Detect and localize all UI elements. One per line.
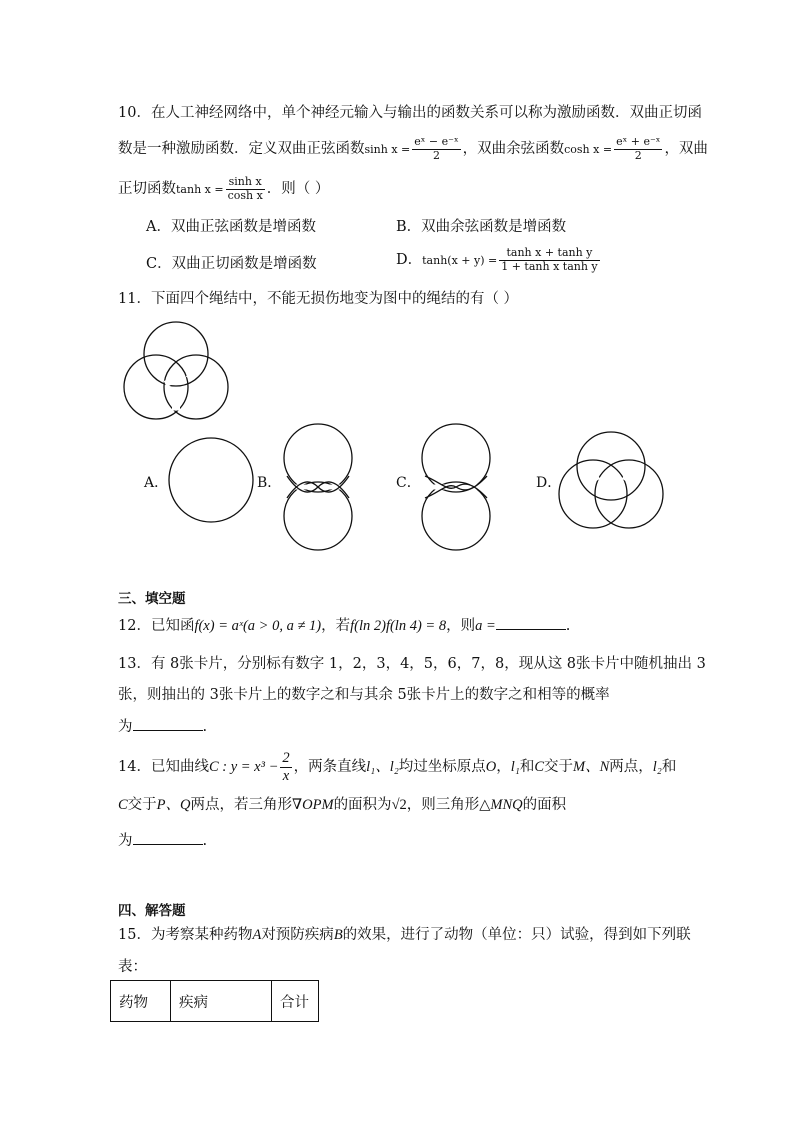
q11-option-a-label: A．	[144, 475, 169, 491]
q12-line	[118, 615, 570, 637]
q14-line3-post: .	[202, 833, 208, 849]
option-d-numerator: tanh x + tanh y	[499, 247, 599, 261]
q14-pre: 14．已知曲线	[118, 759, 209, 776]
sinh-numerator: eˣ − e⁻ˣ	[414, 135, 459, 148]
option-a-unknot-figure	[167, 436, 257, 526]
q14-text-l: 的面积	[522, 797, 567, 813]
q14-line3-pre: 为	[118, 833, 133, 849]
q15-line2: 表：	[118, 959, 147, 975]
contingency-table	[110, 980, 319, 1022]
q10-option-d	[396, 247, 602, 273]
q14-text-h: 交于	[127, 797, 157, 813]
sinh-fraction	[412, 136, 460, 162]
q10-line3	[118, 176, 329, 202]
q14-mn: M、N	[573, 759, 610, 776]
tanh-fraction	[226, 176, 265, 202]
q14-text-e: 交于	[544, 759, 573, 776]
q14-line3	[118, 830, 207, 852]
q14-fraction	[280, 750, 291, 784]
q14-text-a: ，两条直线	[293, 759, 367, 776]
q15-line1	[118, 924, 691, 946]
q15-text-c: 的效果，进行了动物（单位：只）试验，得到如下列联	[342, 927, 691, 943]
q11-option-b-label: B．	[257, 475, 282, 491]
option-c-knot-figure	[418, 420, 498, 560]
q15-text-a: 15．为考察某种药物	[118, 927, 253, 943]
option-b-knot-figure	[280, 420, 360, 560]
trefoil-knot-figure	[118, 312, 238, 422]
q14-lines: l₁、l₂	[366, 759, 399, 776]
option-d-denominator: 1 + tanh x tanh y	[501, 259, 598, 273]
q11-option-c-label: C．	[396, 475, 421, 491]
option-d-fraction	[499, 247, 599, 273]
q14-c1: C	[534, 759, 544, 776]
q10-option-b: B．双曲余弦函数是增函数	[396, 219, 567, 235]
section-3-heading: 三、填空题	[118, 591, 186, 607]
cosh-numerator: eˣ + e⁻ˣ	[616, 135, 661, 148]
q14-text-j: 的面积为	[333, 797, 392, 813]
q14-text-c: ，	[496, 759, 511, 776]
q14-pq: P、Q	[156, 797, 191, 813]
q11-text: 11．下面四个绳结中，不能无损伤地变为图中的绳结的有（ ）	[118, 291, 519, 307]
q13-line3	[118, 716, 207, 738]
q12-mid: ，若	[321, 618, 351, 634]
q12-post2: .	[565, 618, 571, 634]
q14-l1: l₁	[510, 759, 520, 776]
cosh-lhs: cosh x =	[564, 143, 613, 157]
q10-line3-post: ．则（ ）	[266, 181, 330, 198]
table-header-total: 合计	[272, 981, 319, 1022]
q14-text-b: 均过坐标原点	[398, 759, 486, 776]
q12-post1: ，则	[446, 618, 476, 634]
q12-function-def: f(x) = aˣ(a > 0, a ≠ 1)	[194, 618, 322, 634]
q15-disease-b: B	[333, 927, 343, 943]
q14-frac-num: 2	[282, 750, 290, 766]
q10-line2-post: ，双曲	[664, 141, 708, 158]
table-header-disease: 疾病	[171, 981, 272, 1022]
q14-text-f: 两点，	[609, 759, 653, 776]
q10-option-c: C．双曲正切函数是增函数	[146, 256, 317, 272]
q10-option-a: A．双曲正弦函数是增函数	[146, 219, 316, 235]
q13-line3-pre: 为	[118, 719, 133, 735]
q13-line1: 13．有 8张卡片，分别标有数字 1，2，3，4，5，6，7，8，现从这 8张卡片中随机抽出 3	[118, 656, 706, 672]
q14-frac-den: x	[282, 767, 290, 784]
q14-text-d: 和	[519, 759, 535, 776]
q14-opm: ∇OPM	[292, 797, 334, 813]
q14-text-k: ，则三角形	[406, 797, 480, 813]
q14-answer-blank[interactable]	[133, 830, 203, 845]
q15-text-b: 对预防疾病	[261, 927, 334, 943]
table-row	[111, 981, 319, 1022]
q13-line3-post: .	[202, 719, 208, 735]
q13-answer-blank[interactable]	[133, 716, 203, 731]
q14-text-i: 两点，若三角形	[190, 797, 293, 813]
q12-answer-blank[interactable]	[496, 615, 566, 630]
cosh-fraction	[614, 136, 662, 162]
sinh-denominator: 2	[432, 148, 440, 162]
q12-pre: 12．已知函	[118, 618, 195, 634]
q15-drug-a: A	[252, 927, 262, 943]
cosh-denominator: 2	[634, 148, 642, 162]
q10-line1: 10．在人工神经网络中，单个神经元输入与输出的函数关系可以称为激励函数．双曲正切函	[118, 105, 702, 121]
tanh-numerator: sinh x	[226, 176, 265, 190]
q10-option-d-label: D．	[396, 252, 423, 269]
tanh-lhs: tanh x =	[176, 183, 224, 197]
q14-line2	[118, 794, 566, 816]
q14-curve: C : y = x³ −	[208, 759, 279, 776]
q10-line2	[118, 136, 708, 162]
q10-line3-pre: 正切函数	[118, 181, 176, 198]
q14-origin: O	[485, 759, 497, 776]
q14-sqrt2: √2	[391, 797, 407, 813]
q14-l2: l₂	[652, 759, 662, 776]
q12-variable: a =	[475, 618, 496, 634]
q11-option-d-label: D．	[536, 475, 562, 491]
q10-line2-mid: ，双曲余弦函数	[462, 141, 565, 158]
q12-condition: f(ln 2)f(ln 4) = 8	[350, 618, 447, 634]
section-4-heading: 四、解答题	[118, 903, 186, 919]
option-d-lhs: tanh(x + y) =	[422, 254, 498, 268]
table-header-drug: 药物	[111, 981, 171, 1022]
option-d-knot-figure	[558, 428, 668, 538]
q14-mnq: △MNQ	[479, 797, 523, 813]
tanh-denominator: cosh x	[227, 188, 263, 202]
q14-line1	[118, 750, 676, 784]
q13-line2: 张，则抽出的 3张卡片上的数字之和与其余 5张卡片上的数字之和相等的概率	[118, 687, 610, 703]
sinh-lhs: sinh x =	[364, 143, 411, 157]
q14-text-g: 和	[661, 759, 677, 776]
q10-line2-pre: 数是一种激励函数．定义双曲正弦函数	[118, 141, 365, 158]
q14-c2: C	[118, 797, 128, 813]
